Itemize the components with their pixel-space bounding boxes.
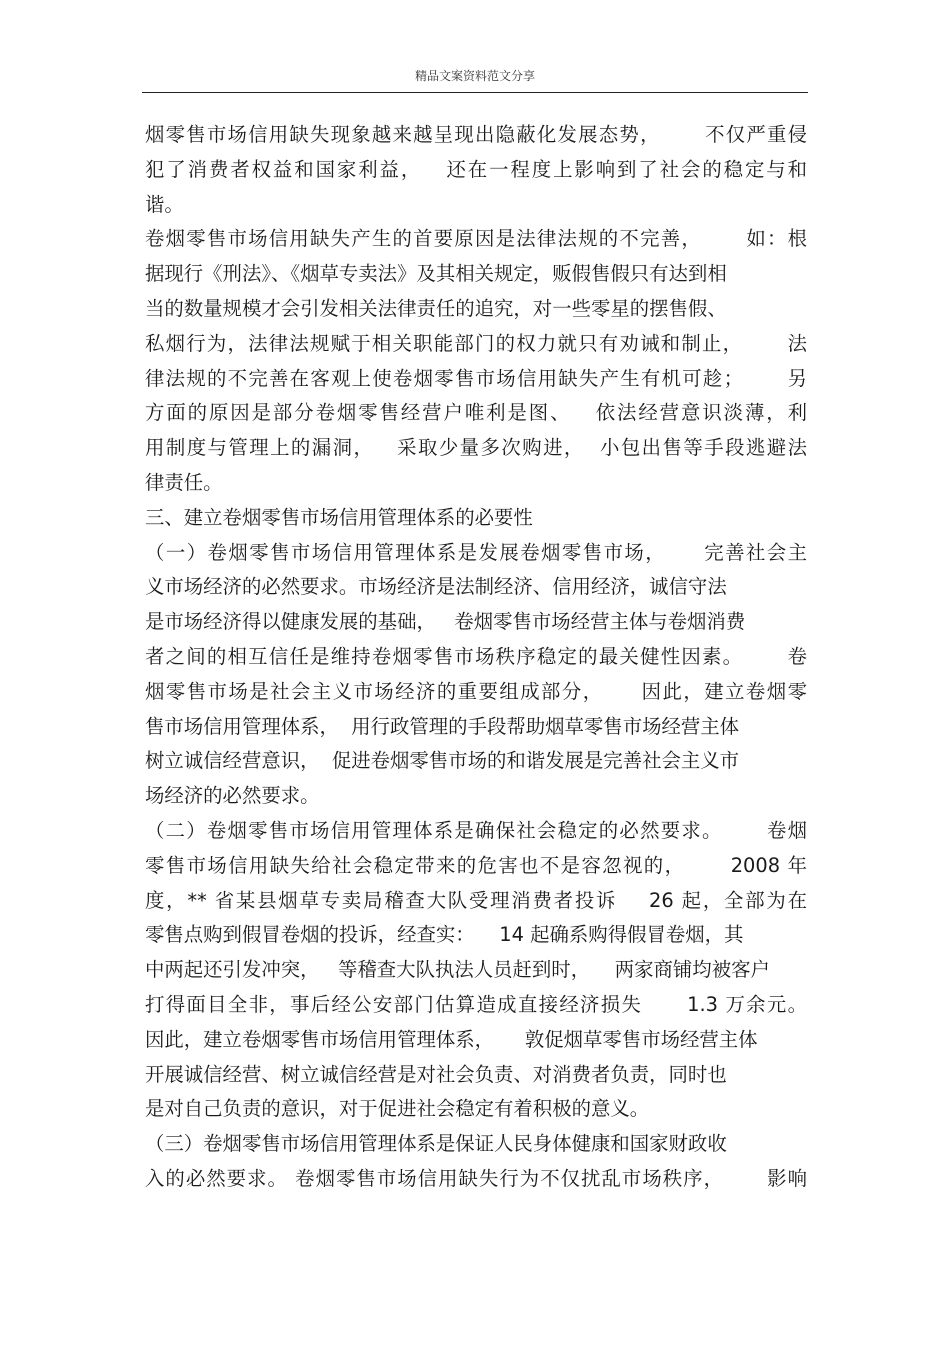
text-line: 私烟行为，法律法规赋于相关职能部门的权力就只有劝诫和制止， 法 (145, 331, 807, 355)
text-line: 谐。 (145, 192, 184, 216)
text-line: 因此，建立卷烟零售市场信用管理体系， 敦促烟草零售市场经营主体 (145, 1027, 758, 1051)
text-line: 者之间的相互信任是维持卷烟零售市场秩序稳定的最关健性因素。 卷 (145, 644, 807, 668)
text-line: 当的数量规模才会引发相关法律责任的追究，对一些零星的摆售假、 (145, 296, 727, 320)
text-line: 犯了消费者权益和国家利益， 还在一程度上影响到了社会的稳定与和 (145, 157, 807, 181)
text-line: 烟零售市场信用缺失现象越来越呈现出隐蔽化发展态势， 不仅严重侵 (145, 123, 807, 146)
text-line: 是对自己负责的意识，对于促进社会稳定有着积极的意义。 (145, 1097, 650, 1121)
text-line: 零售点购到假冒卷烟的投诉，经查实： 14 起确系购得假冒卷烟，其 (145, 923, 744, 947)
text-line: 开展诚信经营、树立诚信经营是对社会负责、对消费者负责，同时也 (145, 1062, 727, 1086)
text-line: 打得面目全非，事后经公安部门估算造成直接经济损失 1.3 万余元。 (145, 992, 807, 1016)
text-line: 三、建立卷烟零售市场信用管理体系的必要性 (145, 505, 533, 529)
document-body (145, 118, 807, 1197)
text-line: 零售市场信用缺失给社会稳定带来的危害也不是容忽视的， 2008 年 (145, 853, 807, 877)
header-title: 精品文案资料范文分享 (414, 69, 535, 83)
text-line: （一）卷烟零售市场信用管理体系是发展卷烟零售市场， 完善社会主 (145, 540, 807, 564)
text-line: 入的必然要求。 卷烟零售市场信用缺失行为不仅扰乱市场秩序， 影响 (145, 1166, 807, 1190)
text-line: 律责任。 (145, 470, 223, 494)
text-line: 树立诚信经营意识， 促进卷烟零售市场的和谐发展是完善社会主义市 (145, 749, 740, 773)
text-line: 度，** 省某县烟草专卖局稽查大队受理消费者投诉 26 起，全部为在 (145, 888, 807, 912)
text-line: 场经济的必然要求。 (145, 784, 320, 808)
text-line: 义市场经济的必然要求。市场经济是法制经济、信用经济，诚信守法 (145, 575, 727, 599)
text-line: 据现行《刑法》、《烟草专卖法》及其相关规定，贩假售假只有达到相 (145, 262, 727, 286)
text-line: 方面的原因是部分卷烟零售经营户唯利是图、 依法经营意识淡薄，利 (145, 401, 807, 425)
text-line: 用制度与管理上的漏洞， 采取少量多次购进， 小包出售等手段逃避法 (145, 436, 807, 460)
text-line: （二）卷烟零售市场信用管理体系是确保社会稳定的必然要求。 卷烟 (145, 818, 807, 842)
text-line: （三）卷烟零售市场信用管理体系是保证人民身体健康和国家财政收 (145, 1132, 727, 1156)
text-line: 卷烟零售市场信用缺失产生的首要原因是法律法规的不完善， 如：根 (145, 227, 807, 251)
text-line: 售市场信用管理体系， 用行政管理的手段帮助烟草零售市场经营主体 (145, 714, 740, 738)
text-line: 是市场经济得以健康发展的基础， 卷烟零售市场经营主体与卷烟消费 (145, 610, 746, 634)
page-header (142, 62, 808, 93)
text-line: 中两起还引发冲突， 等稽查大队执法人员赶到时， 两家商铺均被客户 (145, 958, 770, 982)
text-line: 烟零售市场是社会主义市场经济的重要组成部分， 因此，建立卷烟零 (145, 679, 807, 703)
text-line: 律法规的不完善在客观上使卷烟零售市场信用缺失产生有机可趁； 另 (145, 366, 807, 390)
